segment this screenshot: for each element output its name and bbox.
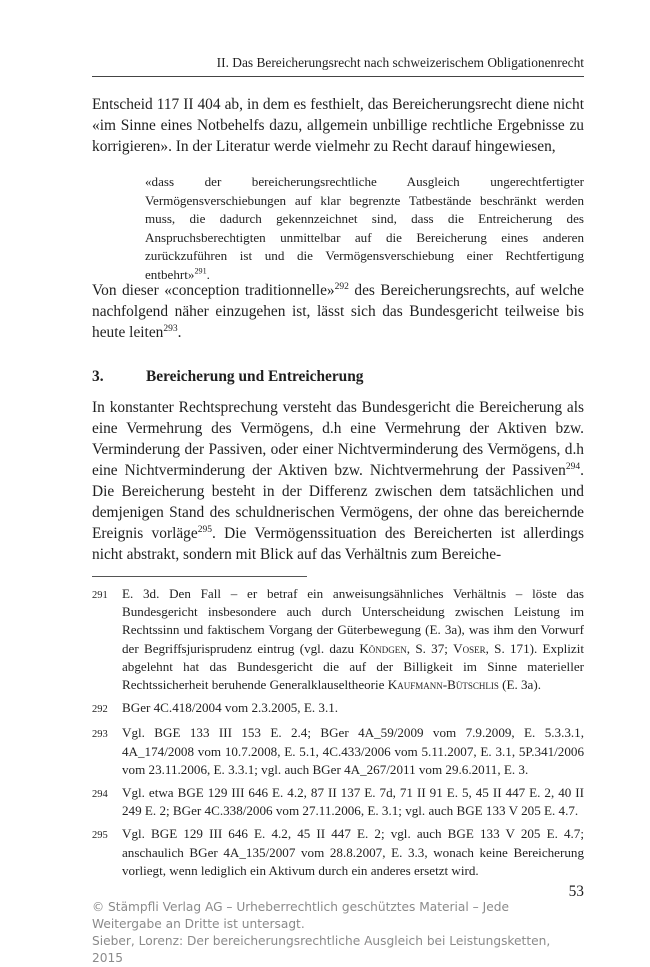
running-head: II. Das Bereicherungsrecht nach schweizerischem Obligationenrecht <box>92 54 584 77</box>
body-paragraph-3 <box>92 397 584 565</box>
quote-text: «dass der bereicherungsrechtliche Ausgleich ungerechtfertigter Vermögensverschiebungen auf klar begrenzte Tatbestände beschränkt werden muss, die dadurch gekennzeichnet sind, dass die Entreicherung des Anspruchsberechtigten unmittelbar auf die Bereicherung eines anderen zurückzuführen ist und die Vermögensverschiebung einer Rechtfertigung entbehrt» <box>145 174 584 282</box>
paragraph-text: Entscheid 117 II 404 ab, in dem es festhielt, das Bereicherungsrecht diene nicht «im Sinne eines Notbehelfs dazu, allgemein unbillige rechtliche Ergebnisse zu korrigieren». In der Literatur werde vielmehr zu Recht darauf hingewiesen, <box>92 96 584 155</box>
author-name: Kaufmann-Bütschlis <box>387 677 499 693</box>
footnote-text: E. 3d. Den Fall – er betraf ein anweisungsähnliches Verhältnis – löste das Bundesgericht insbesondere auch durch Unterscheidung zwischen Leistung im Rechtssinn und faktischem Vorgang der Güterbewegung (E. 3a), was ihm den Vorwurf der Begriffsjurisprudenz eintrug (vgl. dazu Köndgen, S. 37; Voser, S. 171). Explizit abgelehnt hat das Bundesgericht die auf der Billigkeit im Sinne materieller Rechtssicherheit beruhende Generalklauseltheorie Kaufmann-Bütschlis (E. 3a). <box>122 586 584 693</box>
footnote-ref-294[interactable]: 294 <box>565 460 581 472</box>
footnote-number: 292 <box>92 704 108 716</box>
footnote-text: Vgl. BGE 133 III 153 E. 2.4; BGer 4A_59/2009 vom 7.9.2009, E. 5.3.3.1, 4A_174/2008 vom 10.7.2008, E. 5.1, 4C.433/2006 vom 5.11.2007, E. 3.1, 5P.341/2006 vom 23.11.2006, E. 3.3.1; vgl. auch BGer 4A_267/2011 vom 29.6.2011, E. 3. <box>122 725 584 777</box>
author-name: Köndgen <box>359 640 407 656</box>
author-name: Voser <box>453 640 486 656</box>
copyright-line: © Stämpfli Verlag AG – Urheberrechtlich geschütztes Material – Jede Weitergabe an Dritte ist untersagt. <box>92 900 509 931</box>
section-title: Bereicherung und Entreicherung <box>146 368 364 385</box>
section-heading <box>92 366 584 387</box>
paragraph-text: . Die Bereicherung besteht in der Differenz zwischen dem tatsächlichen und demjenigen Stand des schuldnerischen Vermögens, der ohne das bereichernde Ereignis vorläge <box>92 462 584 542</box>
footnote-294 <box>92 784 584 820</box>
footnote-ref-292[interactable]: 292 <box>334 280 349 292</box>
footnote-292 <box>92 699 584 719</box>
paragraph-text: Von dieser «conception traditionnelle» <box>92 282 335 299</box>
footnote-number: 293 <box>92 729 108 741</box>
body-paragraph-2 <box>92 280 584 343</box>
quote-end: . <box>206 266 210 282</box>
citation-line: Sieber, Lorenz: Der bereicherungsrechtliche Ausgleich bei Leistungsketten, 2015 <box>92 934 551 965</box>
footnote-text: BGer 4C.418/2004 vom 2.3.2005, E. 3.1. <box>122 700 339 716</box>
footnote-295 <box>92 825 584 880</box>
footnote-number: 294 <box>92 789 108 801</box>
footnote-number: 295 <box>92 830 108 842</box>
paragraph-text: des Bereicherungsrechts, auf welche nachfolgend näher einzugehen ist, lässt sich das Bundesgericht teilweise bis heute leiten <box>92 282 584 341</box>
footnote-text: Vgl. etwa BGE 129 III 646 E. 4.2, 87 II 137 E. 7d, 71 II 91 E. 5, 45 II 447 E. 2, 40 II 249 E. 2; BGer 4C.338/2006 vom 27.11.2006, E. 3.1; vgl. auch BGE 133 V 205 E. 4.7. <box>122 785 584 819</box>
footnote-293 <box>92 724 584 779</box>
paragraph-text: . <box>177 324 182 341</box>
footnote-ref-293[interactable]: 293 <box>163 322 178 334</box>
paragraph-text: . Die Vermögenssituation des Bereicherten ist allerdings nicht abstrakt, sondern mit Blick auf das Verhältnis zum Bereiche- <box>92 525 584 563</box>
copyright-notice <box>92 899 572 967</box>
page-number: 53 <box>568 883 584 900</box>
footnote-291 <box>92 585 584 694</box>
footnotes <box>92 585 584 885</box>
footnote-text: Vgl. BGE 129 III 646 E. 4.2, 45 II 447 E. 2; vgl. auch BGE 133 V 205 E. 4.7; anschaulich BGer 4A_135/2007 vom 28.8.2007, E. 3.3, wonach keine Bereicherung vorliegt, wenn lediglich ein Aktivum durch ein anderes ersetzt wird. <box>122 826 584 878</box>
block-quote <box>145 173 584 285</box>
section-number: 3. <box>92 368 104 385</box>
body-paragraph-1 <box>92 94 584 157</box>
footnote-ref-295[interactable]: 295 <box>197 523 212 535</box>
footnote-number: 291 <box>92 590 108 601</box>
paragraph-text: In konstanter Rechtsprechung versteht das Bundesgericht die Bereicherung als eine Vermehrung des Vermögens, d.h eine Vermehrung der Aktiven bzw. Verminderung der Passiven, oder einer Nichtverminderung des Vermögens, d.h eine Nichtverminderung der Aktiven bzw. Nichtvermehrung der Passiven <box>92 399 584 479</box>
footnote-ref-291[interactable]: 291 <box>194 266 207 276</box>
footnote-separator <box>92 576 307 577</box>
